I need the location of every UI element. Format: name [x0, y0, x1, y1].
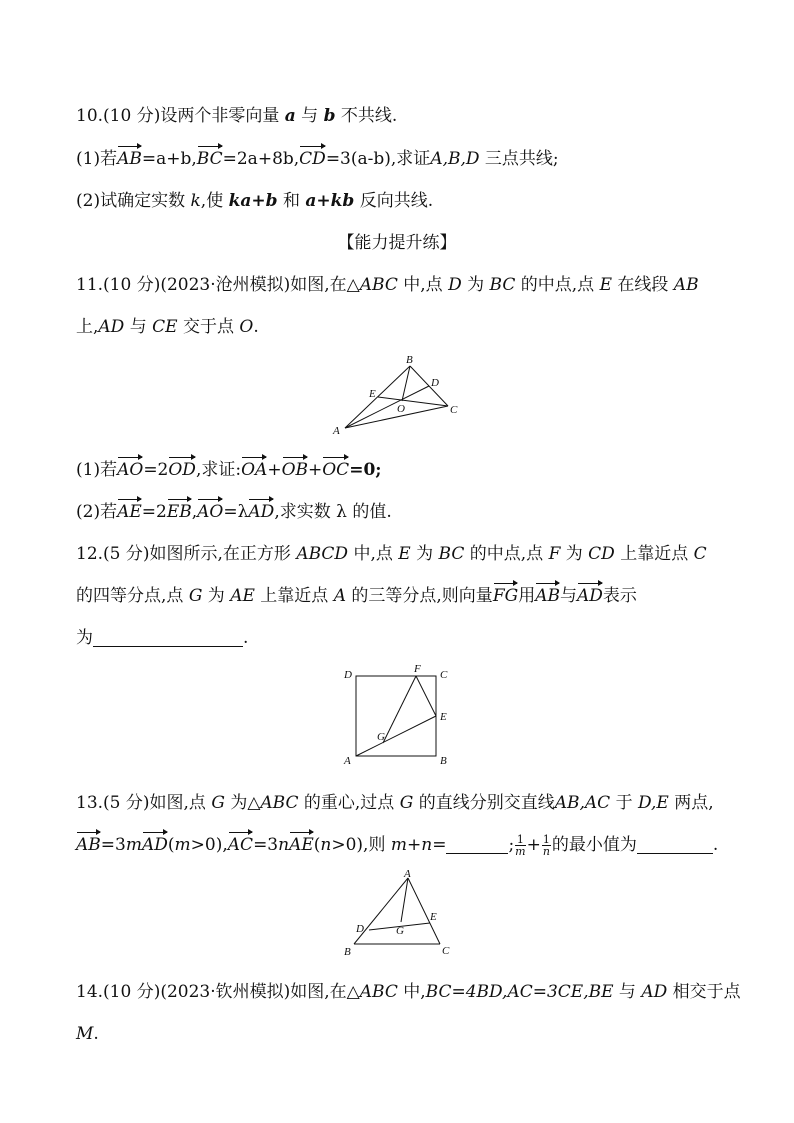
q11-stem-line1: 11.(10 分)(2023·沧州模拟)如图,在△ABC 中,点 D 为 BC 的中点,点 E 在线段 AB: [76, 275, 699, 295]
q10-part1: (1)若AB=a+b,BC=2a+8b,CD=3(a-b),求证A,B,D 三点共线;: [76, 149, 559, 169]
q11-label-b: B: [406, 354, 413, 366]
q14-stem-line1: 14.(10 分)(2023·钦州模拟)如图,在△ABC 中,BC=4BD,AC=3CE,BE 与 AD 相交于点: [76, 982, 741, 1002]
q12-answer-blank[interactable]: [93, 628, 243, 647]
fraction-1-over-m: $\frac{1}{m}$: [515, 833, 526, 858]
q13-label-c: C: [442, 945, 450, 957]
q13-stem-line2: AB=3mAD(m>0),AC=3nAE(n>0),则 m+n= ; $\frac{1}{m}$ + $\frac{1}{n}$ 的最小值为 .: [76, 833, 719, 858]
q13-label-b: B: [344, 946, 351, 958]
q12-square-figure: [340, 660, 455, 768]
q13-answer-blank-2[interactable]: [637, 835, 713, 854]
q11-label-c: C: [450, 404, 458, 416]
q13-label-d: D: [356, 923, 364, 935]
q13-stem-line1: 13.(5 分)如图,点 G 为△ABC 的重心,过点 G 的直线分别交直线AB,AC 于 D,E 两点,: [76, 793, 714, 813]
q12-label-b: B: [440, 755, 447, 767]
q10-stem: 10.(10 分)设两个非零向量 a 与 b 不共线.: [76, 106, 398, 126]
q11-label-o: O: [397, 403, 405, 415]
q12-stem-line1: 12.(5 分)如图所示,在正方形 ABCD 中,点 E 为 BC 的中点,点 F 为 CD 上靠近点 C: [76, 544, 707, 564]
q10-part2: (2)试确定实数 k,使 ka+b 和 a+kb 反向共线.: [76, 191, 434, 211]
q11-label-d: D: [431, 377, 439, 389]
q11-label-a: A: [333, 425, 340, 437]
q12-label-a: A: [344, 755, 351, 767]
q12-label-f: F: [414, 663, 421, 675]
q13-label-g: G: [396, 925, 404, 937]
q12-stem-line2: 的四等分点,点 G 为 AE 上靠近点 A 的三等分点,则向量FG用AB与AD表示: [76, 586, 637, 606]
q14-stem-line2: M.: [76, 1024, 99, 1044]
q11-label-e: E: [369, 388, 376, 400]
q12-label-d: D: [344, 669, 352, 681]
q13-label-a: A: [404, 868, 411, 880]
q12-label-e: E: [440, 711, 447, 723]
section-title: 【能力提升练】: [337, 233, 457, 253]
q12-label-c: C: [440, 669, 448, 681]
q12-label-g: G: [377, 731, 385, 743]
q12-stem-line3: 为 .: [76, 628, 249, 648]
q11-part2: (2)若AE=2EB,AO=λAD,求实数 λ 的值.: [76, 502, 392, 522]
q11-triangle-figure: [330, 352, 460, 437]
q13-answer-blank-1[interactable]: [446, 835, 508, 854]
q11-stem-line2: 上,AD 与 CE 交于点 O.: [76, 317, 259, 337]
q13-triangle-figure: [340, 868, 460, 960]
q11-part1: (1)若AO=2OD,求证:OA+OB+OC=0;: [76, 460, 382, 480]
q13-label-e: E: [430, 911, 437, 923]
fraction-1-over-n: $\frac{1}{n}$: [542, 833, 550, 858]
